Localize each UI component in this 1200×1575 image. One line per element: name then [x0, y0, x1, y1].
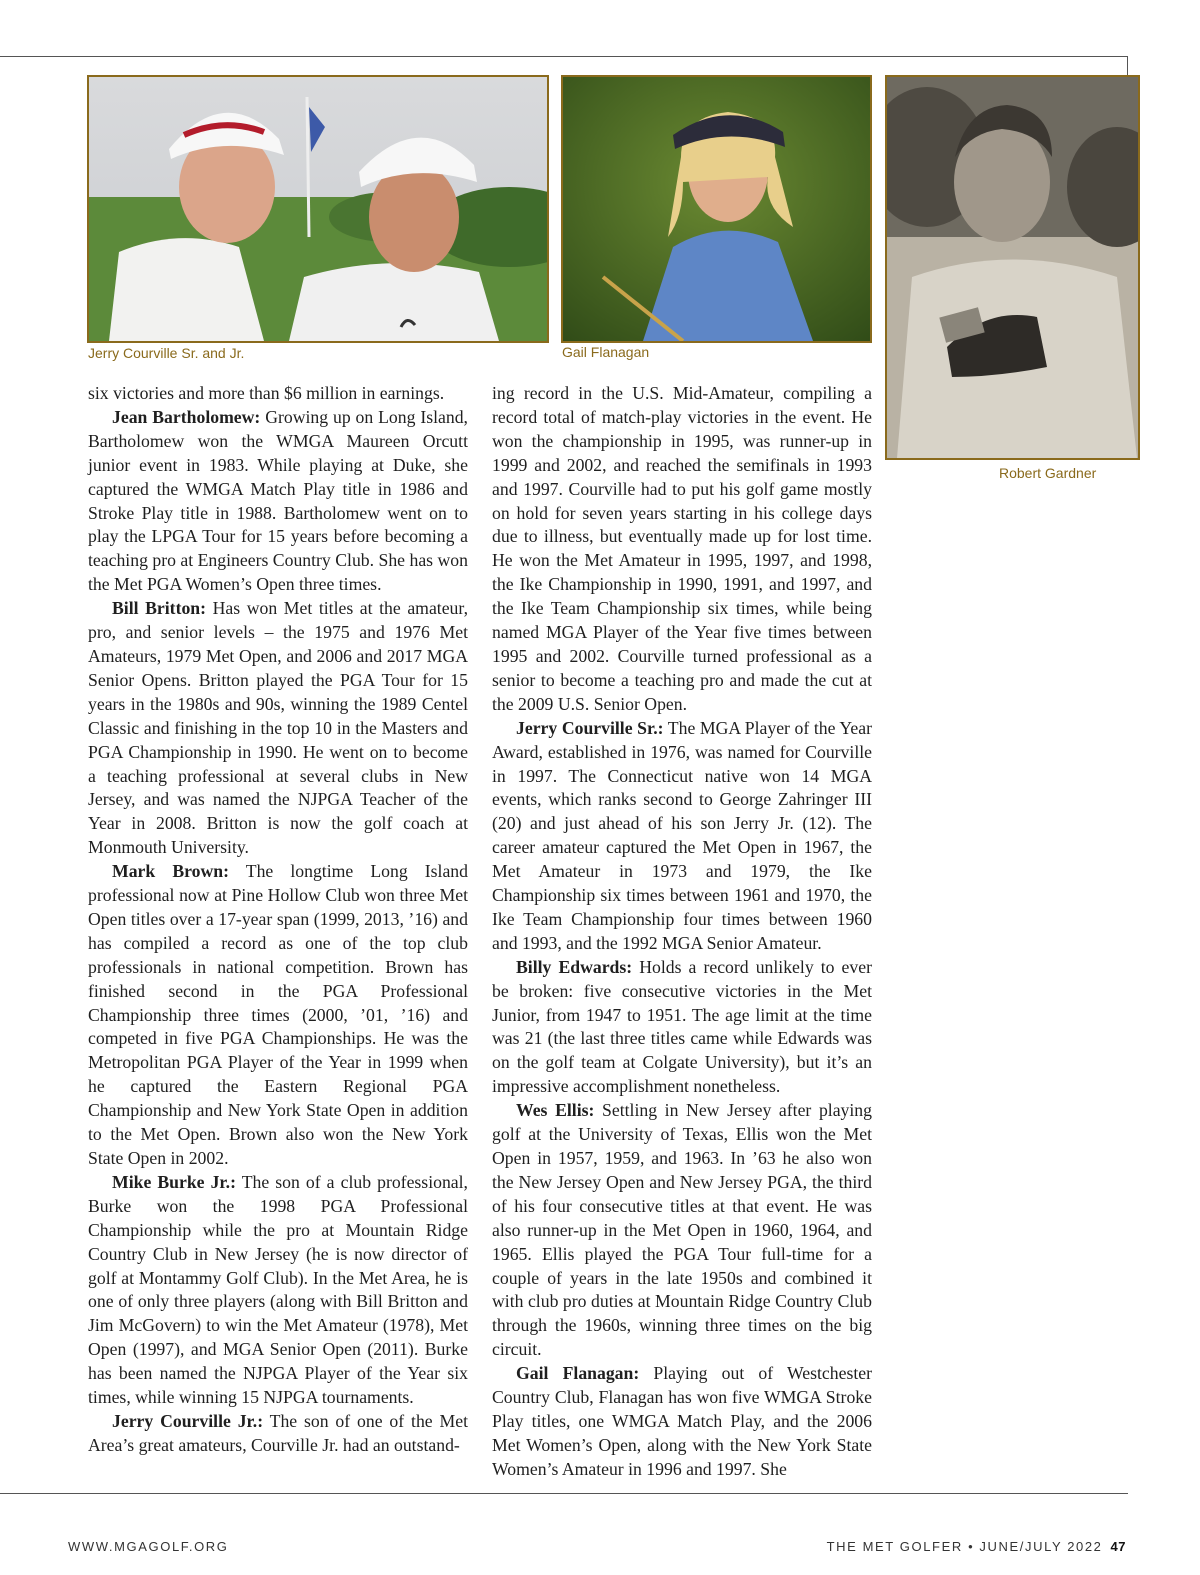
- article-column-right: [492, 382, 872, 1482]
- caption-flanagan: Gail Flanagan: [562, 344, 650, 360]
- paragraph-burke: Mike Burke Jr.: The son of a club professional, Burke won the 1998 PGA Professional Championship while the pro at Mountain Ridge Country Club in New Jersey (he is now director of golf at Montammy Golf Club). In the Met Area, he is one of only three players (along with Bill Britton and Jim McGovern) to win the Met Amateur (1978), Met Open (1997), and MGA Senior Open (2011). Burke has been named the NJPGA Player of the Year six times, while winning 15 NJPGA tournaments.: [88, 1171, 468, 1408]
- paragraph-courville-jr: Jerry Courville Jr.: The son of one of the Met Area’s great amateurs, Courville Jr. had an outstand-: [88, 1410, 468, 1455]
- paragraph-bartholomew: Jean Bartholomew: Growing up on Long Island, Bartholomew won the WMGA Maureen Orcutt junior event in 1983. While playing at Duke, she captured the WMGA Match Play title in 1986 and Stroke Play title in 1988. Bartholomew went on to play the LPGA Tour for 15 years before becoming a teaching pro at Engineers Country Club. She has won the Met PGA Women’s Open three times.: [88, 406, 468, 595]
- paragraph-edwards: Billy Edwards: Holds a record unlikely to ever be broken: five consecutive victories in the Met Junior, from 1947 to 1951. The age limit at the time was 21 (the last three titles came while Edwards was on the golf team at Colgate University), but it’s an impressive accomplishment nonetheless.: [492, 956, 872, 1097]
- footer-publication: [827, 1539, 1126, 1554]
- paragraph-continuation: ing record in the U.S. Mid-Amateur, compiling a record total of match-play victories in the event. He won the championship in 1995, was runner-up in 1999 and 2002, and reached the semifinals in 1993 and 1997. Courville had to put his golf game mostly on hold for seven years starting in his college days due to illness, but eventually made up for lost time. He won the Met Amateur in 1995, 1997, and 1998, the Ike Championship in 1990, 1991, and 1997, and the Ike Team Championship six times, while being named MGA Player of the Year five times between 1995 and 2002. Courville turned professional as a senior to become a teaching pro and made the cut at the 2009 U.S. Senior Open.: [492, 383, 872, 714]
- bottom-rule: [0, 1493, 1128, 1494]
- name-heading: Billy Edwards:: [516, 956, 633, 977]
- name-heading: Bill Britton:: [112, 598, 207, 619]
- page-number: 47: [1110, 1539, 1126, 1554]
- photo-courville-sr-jr: [87, 75, 549, 343]
- name-heading: Mike Burke Jr.:: [112, 1171, 236, 1192]
- photo-robert-gardner: [885, 75, 1140, 460]
- paragraph-ellis: Wes Ellis: Settling in New Jersey after playing golf at the University of Texas, Ellis won the Met Open in 1957, 1959, and 1963. In ’63 he also won the New Jersey Open and New Jersey PGA, the third of his four consecutive titles at that event. He was also runner-up in the Met Open in 1960, 1964, and 1965. Ellis played the PGA Tour full-time for a couple of years in the late 1950s and combined it with club pro duties at Mountain Ridge Country Club through the 1960s, winning three times on the big circuit.: [492, 1100, 872, 1360]
- paragraph-brown: Mark Brown: The longtime Long Island professional now at Pine Hollow Club won three Met Open titles over a 17-year span (1999, 2013, ’16) and has compiled a record as one of the top club professionals in national competition. Brown has finished second in the PGA Professional Championship three times (2000, ’01, ’16) and competed in five PGA Championships. He was the Metropolitan PGA Player of the Year in 1999 when he captured the Eastern Regional PGA Championship and New York State Open in addition to the Met Open. Brown also won the New York State Open in 2002.: [88, 861, 468, 1168]
- footer-website: WWW.MGAGOLF.ORG: [68, 1539, 229, 1554]
- paragraph-flanagan: Gail Flanagan: Playing out of Westchester Country Club, Flanagan has won five WMGA Stroke Play titles, one WMGA Match Play, and the 2006 Met Women’s Open, along with the New York State Women’s Amateur in 1996 and 1997. She: [492, 1363, 872, 1479]
- footer-issue: THE MET GOLFER • JUNE/JULY 2022: [826, 1539, 1103, 1554]
- name-heading: Gail Flanagan:: [516, 1363, 640, 1384]
- name-heading: Jean Bartholomew:: [112, 406, 261, 427]
- caption-courville: Jerry Courville Sr. and Jr.: [88, 345, 245, 361]
- top-rule: [0, 56, 1128, 57]
- caption-gardner: Robert Gardner: [999, 465, 1097, 481]
- name-heading: Jerry Courville Jr.:: [112, 1410, 264, 1431]
- name-heading: Mark Brown:: [112, 861, 229, 882]
- name-heading: Wes Ellis:: [516, 1100, 595, 1121]
- article-column-left: [88, 382, 468, 1458]
- top-right-tick: [1127, 56, 1128, 77]
- name-heading: Jerry Courville Sr.:: [516, 717, 664, 738]
- paragraph-courville-sr: Jerry Courville Sr.: The MGA Player of the Year Award, established in 1976, was named for Courville in 1997. The Connecticut native won 14 MGA events, which ranks second to George Zahringer III (20) and just ahead of his son Jerry Jr. (12). The career amateur captured the Met Open in 1967, the Met Amateur in 1973 and 1979, the Ike Championship six times between 1961 and 1970, the Ike Team Championship four times between 1960 and 1993, and the 1992 MGA Senior Amateur.: [492, 717, 872, 953]
- paragraph-britton: Bill Britton: Has won Met titles at the amateur, pro, and senior levels – the 1975 and 1976 Met Amateurs, 1979 Met Open, and 2006 and 2017 MGA Senior Opens. Britton played the PGA Tour for 15 years in the 1980s and 90s, winning the 1989 Centel Classic and finishing in the top 10 in the Masters and PGA Championship in 1990. He went on to become a teaching professional at several clubs in New Jersey, and was named the NJPGA Teacher of the Year in 2008. Britton is now the golf coach at Monmouth University.: [88, 598, 469, 858]
- paragraph-continuation: six victories and more than $6 million in earnings.: [88, 383, 445, 403]
- photo-gail-flanagan: [561, 75, 872, 343]
